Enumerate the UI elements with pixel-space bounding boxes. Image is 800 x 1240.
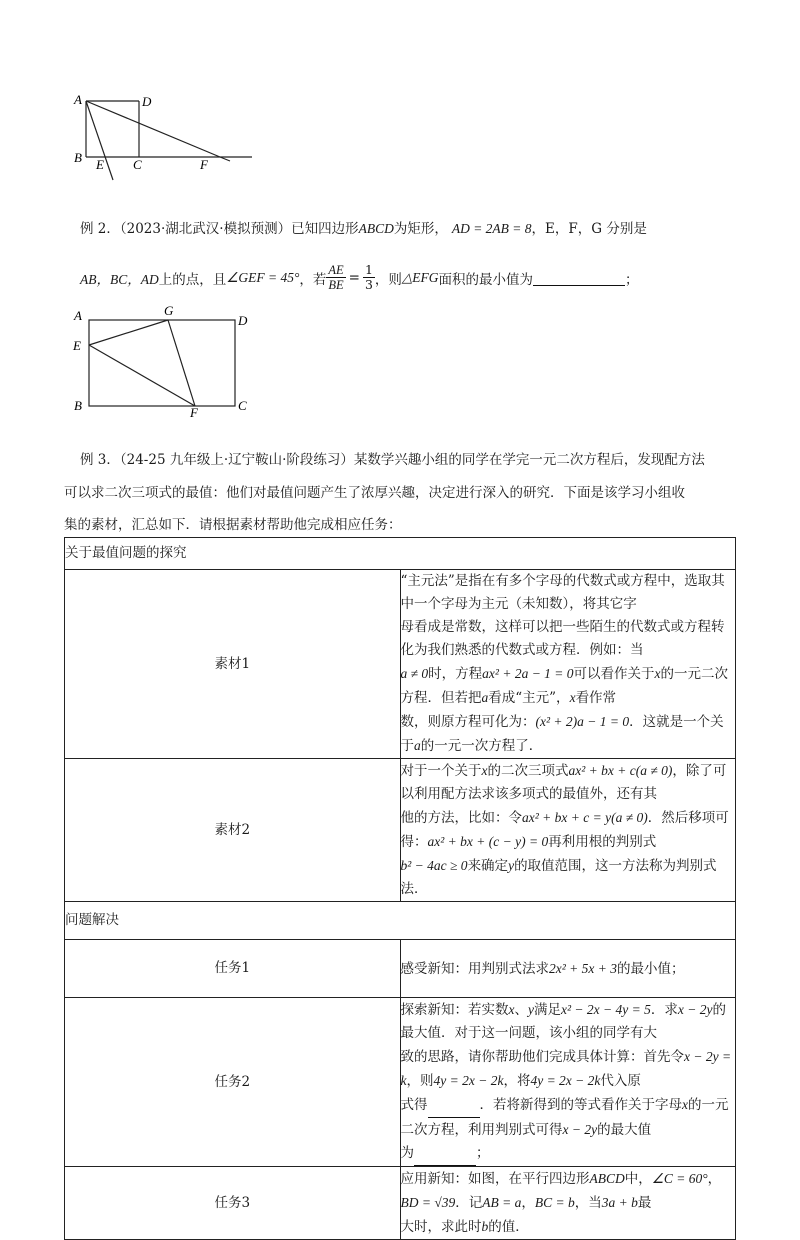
fig1-label-d: D [142, 94, 152, 109]
ratio-fraction-left: $\frac{AE}{BE}$ [328, 263, 344, 292]
fig1-seg-f-ext [220, 157, 230, 161]
task-2-blank-1[interactable] [428, 1094, 480, 1118]
task-2-row [65, 998, 736, 1167]
fig1-label-e: E [96, 157, 104, 172]
example2-line1: 例 2．（2023·湖北武汉·模拟预测）已知四边形ABCD为矩形， AD = 2AB = 8，E，F，G 分别是 [80, 221, 647, 237]
fig2-label-f: F [190, 405, 198, 420]
fig2-label-d: D [238, 313, 248, 328]
material-1-label: 素材1 [65, 570, 401, 759]
section-row [65, 902, 736, 940]
fig2-label-e: E [73, 338, 81, 353]
fig1-label-b: B [74, 150, 82, 165]
task-1-content: 感受新知：用判别式法求2x² + 5x + 3的最小值； [400, 940, 736, 998]
material-2-row [65, 759, 736, 902]
task-1-row [65, 940, 736, 998]
fig2-label-c: C [238, 398, 247, 413]
fig2-label-a: A [74, 308, 82, 323]
shape-name: ABCD [358, 221, 394, 236]
fig1-label-f: F [200, 157, 208, 172]
fig1-label-c: C [133, 157, 142, 172]
exploration-table [64, 537, 736, 1240]
figure-2-diagram [70, 300, 260, 420]
answer-blank[interactable] [533, 269, 625, 286]
condition-formula: AD = 2AB = 8 [451, 221, 532, 236]
fig2-rectangle [89, 320, 235, 406]
material-2-label: 素材2 [65, 759, 401, 902]
task-3-row [65, 1167, 736, 1240]
example3-line2: 可以求二次三项式的最值：他们对最值问题产生了浓厚兴趣，决定进行深入的研究．下面是该学习小组收 [64, 485, 685, 501]
task-2-blank-2[interactable] [414, 1142, 476, 1166]
figure-1-diagram [70, 92, 260, 182]
section-title: 问题解决 [65, 902, 736, 940]
triangle-name: △EFG [401, 269, 439, 285]
task-3-label: 任务3 [65, 1167, 401, 1240]
table-header-row [65, 538, 736, 570]
fig1-label-a: A [74, 92, 82, 107]
fig2-seg-eg [89, 320, 168, 345]
example2-line2: AB，BC，AD 上的点，且 ∠GEF = 45° ，若 $\frac{AE}{BE}$ = $\frac{1}{3}$ ，则 △EFG 面积的最小值为 ； [80, 262, 639, 292]
angle-formula: ∠GEF = 45° [226, 269, 300, 285]
task-3-content: 应用新知：如图，在平行四边形ABCD中，∠C = 60°，BD = √39．记AB = a，BC = b，当3a + b最 大时，求此时b的值． [400, 1167, 736, 1240]
example3-line3: 集的素材，汇总如下．请根据素材帮助他完成相应任务： [64, 517, 402, 533]
fig2-label-g: G [164, 303, 174, 318]
material-2-content: 对于一个关于x的二次三项式ax² + bx + c(a ≠ 0)，除了可以利用配方法求该多项式的最值外，还有其 他的方法，比如：令ax² + bx + c = y(a ≠ 0)．然后移项可得：ax² + bx + (c − y) = 0再利用根的判别式 b² − 4ac ≥ 0来确定y的取值范围，这一方法称为判别式法． [400, 759, 736, 902]
table-header: 关于最值问题的探究 [65, 538, 736, 570]
ratio-fraction-right: $\frac{1}{3}$ [364, 262, 373, 292]
fig2-label-b: B [74, 398, 82, 413]
points-list: AB，BC，AD [80, 271, 159, 287]
task-2-content: 探索新知：若实数x、y满足x² − 2x − 4y = 5．求x − 2y的最大值．对于这一问题，该小组的同学有大 致的思路，请你帮助他们完成具体计算：首先令x − 2y = k，则4y = 2x − 2k，将4y = 2x − 2k代入原 式得 ．若将新得到的等式看作关于字母x的一元二次方程，利用判别式可得x − 2y的最大值 为 ； [400, 998, 736, 1167]
fig1-seg-af [86, 101, 220, 157]
material-1-content: “主元法”是指在有多个字母的代数式或方程中，选取其中一个字母为主元（未知数），将其它字 母看成是常数，这样可以把一些陌生的代数式或方程转化为我们熟悉的代数式或方程．例如：当 a ≠ 0时，方程ax² + 2a − 1 = 0可以看作关于x的一元二次方程．但若把a看成“主元”，x看作常 数，则原方程可化为：(x² + 2)a − 1 = 0．这就是一个关于a的一元一次方程了． [400, 570, 736, 759]
task-1-label: 任务1 [65, 940, 401, 998]
task-2-label: 任务2 [65, 998, 401, 1167]
material-1-row [65, 570, 736, 759]
example3-line1: 例 3．（24-25 九年级上·辽宁鞍山·阶段练习）某数学兴趣小组的同学在学完一元二次方程后，发现配方法 [80, 452, 705, 468]
